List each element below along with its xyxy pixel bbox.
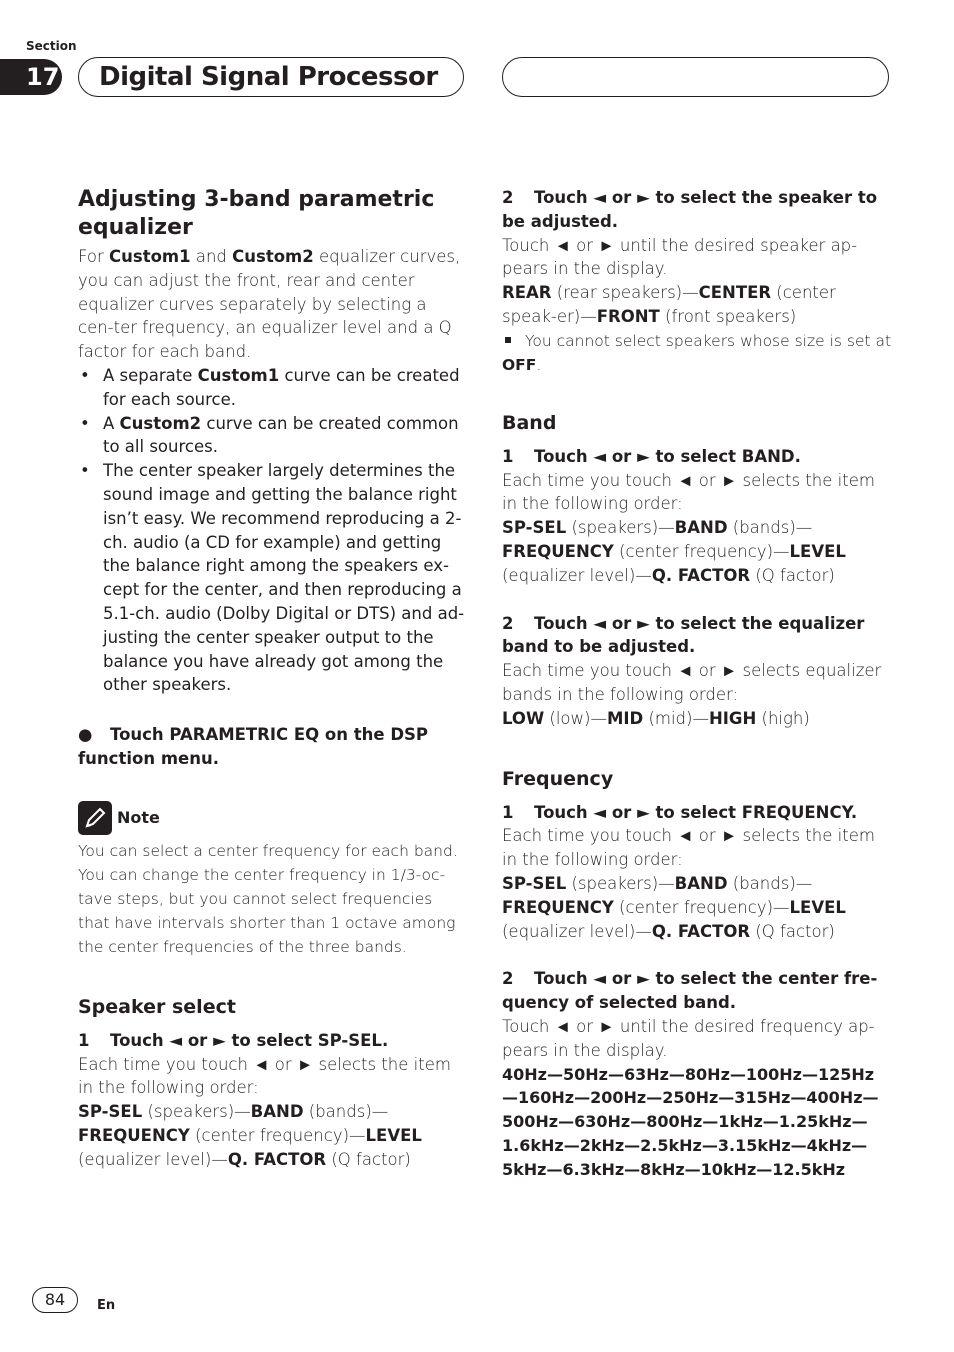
note-pencil-icon xyxy=(78,801,112,835)
left-column xyxy=(78,186,466,1172)
item-order: SP-SEL (speakers)—BAND (bands)— FREQUENCY (center frequency)—LEVEL (equalizer level)—Q. FACTOR (Q factor) xyxy=(502,518,846,585)
action-instruction: ● Touch PARAMETRIC EQ on the DSP function menu. xyxy=(78,725,428,768)
right-column xyxy=(502,186,892,1182)
frequency-line: —160Hz—200Hz—250Hz—315Hz—400Hz— xyxy=(502,1088,879,1108)
section-number-tab: 17 xyxy=(0,59,62,95)
frequency-line: 5kHz—6.3kHz—8kHz—10kHz—12.5kHz xyxy=(502,1159,846,1179)
step-instruction: 1 Touch ◄ or ► to select BAND. xyxy=(502,446,801,466)
chapter-title-box xyxy=(78,57,464,97)
step-instruction: 1 Touch ◄ or ► to select FREQUENCY. xyxy=(502,802,858,822)
speaker-note: You cannot select speakers whose size is set at OFF. xyxy=(502,331,892,374)
item-order: SP-SEL (speakers)—BAND (bands)— FREQUENCY (center frequency)—LEVEL (equalizer level)—Q. FACTOR (Q factor) xyxy=(502,873,846,941)
band-order: LOW (low)—MID (mid)—HIGH (high) xyxy=(502,708,810,728)
step-body: Each time you touch ◄ or ► selects equalizer bands in the following order: xyxy=(502,661,882,704)
list-item: • The center speaker largely determines the sound image and getting the balance right isn’t easy. We recommend reproducing a 2-ch. audio (a CD for example) and getting the balance right among the speakers ex-cept for the center, and then reproducing a 5.1-ch. audio (Dolby Digital or DTS) and ad-justing the center speaker output to the balance you have already got among the other speakers. xyxy=(80,461,465,695)
frequency-line: 500Hz—630Hz—800Hz—1kHz—1.25kHz— xyxy=(502,1112,868,1132)
step-instruction: 2 Touch ◄ or ► to select the speaker to be adjusted. xyxy=(502,188,878,231)
step-instruction: 1 Touch ◄ or ► to select SP-SEL. xyxy=(78,1030,389,1050)
step-instruction: 2 Touch ◄ or ► to select the equalizer band to be adjusted. xyxy=(502,613,865,657)
page-number: 84 xyxy=(32,1287,78,1313)
bullet-list xyxy=(78,364,466,697)
section-label: Section xyxy=(26,39,77,53)
note-label: Note xyxy=(117,808,160,828)
speaker-order: REAR (rear speakers)—CENTER (center speak-er)—FRONT (front speakers) xyxy=(502,283,836,326)
frequency-line: 1.6kHz—2kHz—2.5kHz—3.15kHz—4kHz— xyxy=(502,1135,868,1155)
step-body: Touch ◄ or ► until the desired speaker ap-pears in the display. xyxy=(502,235,858,279)
band-heading: Band xyxy=(502,411,557,434)
list-item: • A separate Custom1 curve can be created for each source. xyxy=(80,365,460,409)
note-text: You can select a center frequency for each band. You can change the center frequency in 1/3-oc-tave steps, but you cannot select frequencies that have intervals shorter than 1 octave among the center frequencies of the three bands. xyxy=(78,841,458,956)
list-item: • A Custom2 curve can be created common to all sources. xyxy=(80,413,459,457)
header-empty-box xyxy=(502,57,889,97)
section-heading: Adjusting 3-band parametric equalizer xyxy=(78,187,435,240)
language-code: En xyxy=(97,1298,116,1313)
chapter-title: Digital Signal Processor xyxy=(99,62,438,92)
step-body: Each time you touch ◄ or ► selects the item in the following order: xyxy=(78,1054,451,1098)
frequency-list xyxy=(502,1063,892,1182)
speaker-select-heading: Speaker select xyxy=(78,995,236,1018)
intro-paragraph: For Custom1 and Custom2 equalizer curves, you can adjust the front, rear and center equalizer curves separately by selecting a cen-ter frequency, an equalizer level and a Q factor for each band. xyxy=(78,247,461,362)
square-bullet-icon xyxy=(505,337,511,343)
action-bullet-icon: ● xyxy=(78,725,93,745)
note-header xyxy=(78,801,466,835)
frequency-heading: Frequency xyxy=(502,767,614,790)
step-body: Each time you touch ◄ or ► selects the item in the following order: xyxy=(502,470,875,514)
step-body: Touch ◄ or ► until the desired frequency ap-pears in the display. xyxy=(502,1016,875,1060)
step-instruction: 2 Touch ◄ or ► to select the center fre-quency of selected band. xyxy=(502,969,878,1013)
step-body: Each time you touch ◄ or ► selects the item in the following order: xyxy=(502,826,875,870)
frequency-line: 40Hz—50Hz—63Hz—80Hz—100Hz—125Hz xyxy=(502,1064,875,1084)
item-order: SP-SEL (speakers)—BAND (bands)— FREQUENCY (center frequency)—LEVEL (equalizer level)—Q. FACTOR (Q factor) xyxy=(78,1102,422,1169)
